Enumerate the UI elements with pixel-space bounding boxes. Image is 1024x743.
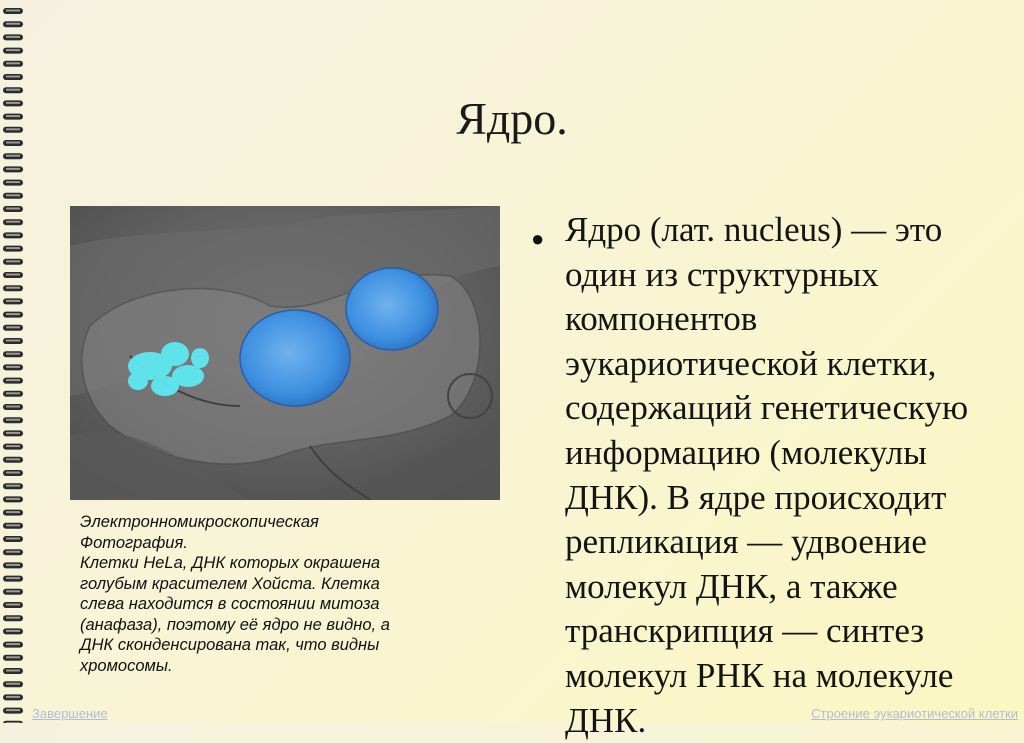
caption-line: слева находится в состоянии митоза [80, 595, 380, 613]
spiral-ring-highlight [6, 326, 20, 328]
spiral-ring-highlight [6, 181, 20, 183]
spiral-ring-highlight [6, 23, 20, 25]
spiral-ring-highlight [6, 445, 20, 447]
caption-line: (анафаза), поэтому её ядро не видно, а [80, 615, 390, 634]
spiral-ring-highlight [6, 76, 20, 78]
caption-line: ДНК сконденсирована так, что видны [80, 636, 380, 654]
spiral-ring-highlight [6, 670, 20, 672]
link-prev-slide[interactable]: Завершение [32, 706, 108, 721]
spiral-ring-highlight [6, 709, 20, 711]
spiral-ring-highlight [6, 353, 20, 355]
body-text-line: эукариотической клетки, [565, 343, 937, 383]
body-text-line: содержащий генетическую [565, 388, 969, 428]
spiral-ring-highlight [6, 604, 20, 606]
caption-line: Фотография. [80, 533, 188, 552]
spiral-ring-highlight [6, 617, 20, 619]
spiral-ring-highlight [6, 62, 20, 64]
spiral-ring-highlight [6, 432, 20, 434]
spiral-ring-highlight [6, 313, 20, 315]
body-text-line: информацию (молекулы [565, 432, 927, 472]
spiral-ring-highlight [6, 234, 20, 236]
spiral-ring-highlight [6, 590, 20, 592]
spiral-ring-highlight [6, 274, 20, 276]
spiral-ring-highlight [6, 89, 20, 91]
spiral-ring-highlight [6, 511, 20, 513]
body-text-line: компонентов [565, 299, 758, 339]
slide-title: Ядро. [456, 93, 568, 144]
spiral-ring-highlight [6, 247, 20, 249]
spiral-ring-highlight [6, 208, 20, 210]
spiral-ring-highlight [6, 458, 20, 460]
spiral-ring-highlight [6, 498, 20, 500]
body-text-line: молекул ДНК, а также [565, 566, 898, 606]
spiral-ring-highlight [6, 221, 20, 223]
spiral-ring-highlight [6, 538, 20, 540]
spiral-ring-highlight [6, 10, 20, 12]
spiral-ring-highlight [6, 485, 20, 487]
body-text-line: молекул РНК на молекуле [565, 655, 954, 695]
caption-line: голубым красителем Хойста. Клетка [80, 574, 380, 593]
spiral-ring-highlight [6, 36, 20, 38]
body-text-line: репликация — удвоение [565, 522, 927, 562]
spiral-ring-highlight [6, 472, 20, 474]
spiral-ring-highlight [6, 524, 20, 526]
spiral-ring-highlight [6, 551, 20, 553]
spiral-ring-highlight [6, 564, 20, 566]
spiral-ring-highlight [6, 392, 20, 394]
spiral-ring-highlight [6, 696, 20, 698]
bullet-dot: ● [531, 226, 545, 251]
caption-line: Электронномикроскопическая [80, 513, 319, 531]
spiral-ring-highlight [6, 406, 20, 408]
spiral-ring-highlight [6, 49, 20, 51]
spiral-ring-highlight [6, 683, 20, 685]
spiral-ring-highlight [6, 194, 20, 196]
spiral-ring-highlight [6, 656, 20, 658]
body-text-line: ДНК). В ядре происходит [565, 477, 947, 517]
spiral-ring-highlight [6, 630, 20, 632]
spiral-ring-highlight [6, 287, 20, 289]
spiral-ring-highlight [6, 419, 20, 421]
link-next-slide[interactable]: Строение эукариотической клетки [811, 706, 1018, 721]
spiral-ring-highlight [6, 300, 20, 302]
spiral-ring-highlight [6, 643, 20, 645]
caption-line: хромосомы. [80, 656, 173, 675]
figure-caption [80, 512, 500, 676]
body-text-line: один из структурных [565, 254, 879, 294]
body-text-line: Ядро (лат. nucleus) — это [565, 210, 943, 249]
hela-cells-micrograph [70, 206, 500, 500]
body-text-line: ДНК. [565, 700, 647, 740]
spiral-ring-highlight [6, 260, 20, 262]
spiral-ring-highlight [6, 155, 20, 157]
nucleus-definition-text [565, 208, 1024, 743]
spiral-ring-highlight [6, 168, 20, 170]
spiral-ring-highlight [6, 379, 20, 381]
spiral-ring-highlight [6, 340, 20, 342]
spiral-ring-highlight [6, 366, 20, 368]
body-text-line: транскрипция — синтез [565, 611, 925, 651]
caption-line: Клетки HeLa, ДНК которых окрашена [80, 554, 381, 572]
spiral-ring-highlight [6, 577, 20, 579]
